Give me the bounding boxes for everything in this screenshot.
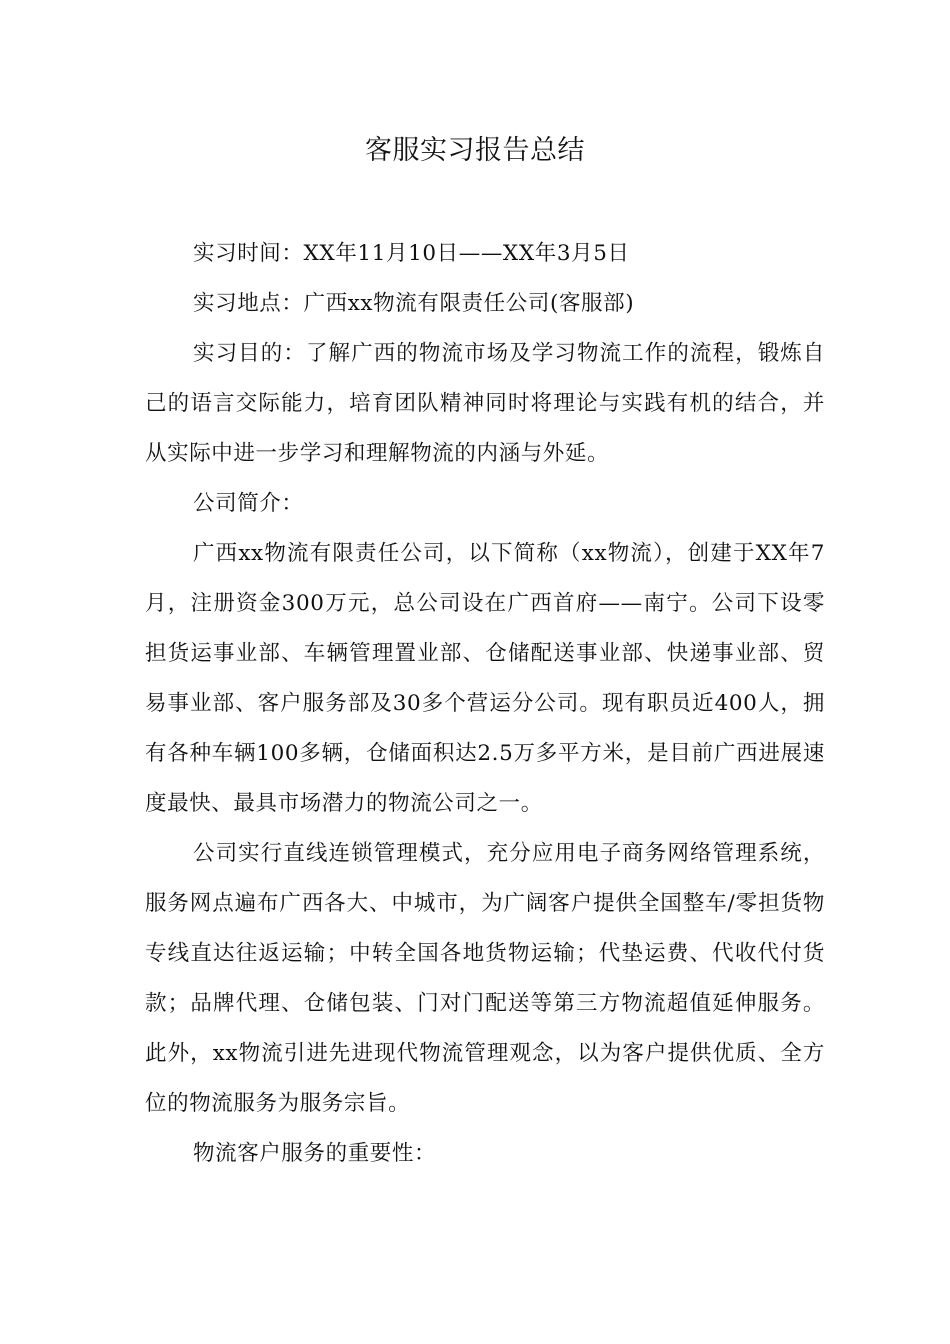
paragraph-management-mode: 公司实行直线连锁管理模式，充分应用电子商务网络管理系统，服务网点遍布广西各大、中城市，为广阔客户提供全国整车/零担货物专线直达往返运输；中转全国各地货物运输；代垫运费、代收代付货款；品牌代理、仓储包装、门对门配送等第三方物流超值延伸服务。此外，xx物流引进先进现代物流管理观念，以为客户提供优质、全方位的物流服务为服务宗旨。 xyxy=(145,841,825,1116)
paragraph-company-intro: 广西xx物流有限责任公司，以下简称（xx物流），创建于XX年7月，注册资金300万元，总公司设在广西首府——南宁。公司下设零担货运事业部、车辆管理置业部、仓储配送事业部、快递事业部、贸易事业部、客户服务部及30多个营运分公司。现有职员近400人，拥有各种车辆100多辆，仓储面积达2.5万多平方米，是目前广西进展速度最快、最具市场潜力的物流公司之一。 xyxy=(145,541,825,816)
paragraph-internship-time: 实习时间：XX年11月10日——XX年3月5日 xyxy=(193,241,630,266)
paragraph-company-intro-heading: 公司简介： xyxy=(193,491,304,516)
document-body xyxy=(145,229,825,1179)
paragraph-customer-service-heading: 物流客户服务的重要性： xyxy=(193,1141,437,1166)
document-title: 客服实习报告总结 xyxy=(365,135,585,166)
paragraph-internship-purpose: 实习目的：了解广西的物流市场及学习物流工作的流程，锻炼自己的语言交际能力，培育团队精神同时将理论与实践有机的结合，并从实际中进一步学习和理解物流的内涵与外延。 xyxy=(145,341,825,466)
paragraph-internship-location: 实习地点：广西xx物流有限责任公司(客服部) xyxy=(193,291,635,316)
